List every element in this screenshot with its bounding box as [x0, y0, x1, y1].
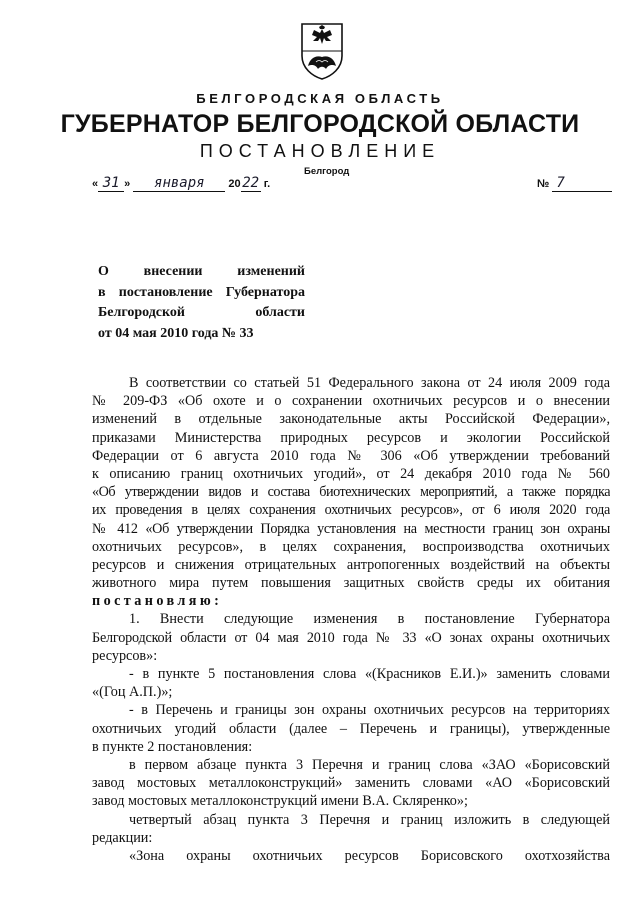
body-line: завод мостовых металлоконструкций» заменить словами «АО «Борисовский: [92, 775, 610, 792]
body-line: в пункте 2 постановления:: [92, 738, 253, 755]
body-line: охотничьих ресурсов», в целях сохранения, воспроизводства охотничьих: [92, 538, 610, 555]
number-value: 7: [552, 175, 612, 192]
body-line: завод мостовых металлоконструкций имени В.А. Скляренко»;: [92, 793, 468, 810]
body-line: Федерации от 6 августа 2010 года № 306 «Об утверждении требований: [92, 447, 610, 464]
body-line: изменений в отдельные законодательные акты Российской Федерации»,: [92, 411, 610, 428]
body-line: - в Перечень и границы зон охраны охотничьих ресурсов на территориях: [129, 702, 610, 719]
date-year-suffix: 22: [242, 175, 260, 191]
body-line: редакции:: [92, 829, 153, 846]
date-close-quote: »: [124, 178, 131, 190]
document-body: [92, 374, 610, 865]
document-subject: [98, 262, 305, 344]
region-name: БЕЛГОРОДСКАЯ ОБЛАСТЬ: [196, 91, 444, 106]
body-line: «(Гоц А.П.)»;: [92, 684, 173, 701]
subject-line: О внесении изменений: [98, 264, 305, 279]
document-date: [92, 175, 270, 197]
body-line: охотничьих угодий области (далее – Перечень и границы), утвержденные: [92, 720, 610, 737]
subject-line: в постановление Губернатора: [98, 284, 305, 300]
body-line: - в пункте 5 постановления слова «(Красников Е.И.)» заменить словами: [129, 666, 610, 682]
body-line: к описанию границ охотничьих угодий», от 24 декабря 2010 года № 560: [92, 465, 610, 482]
date-year-prefix: 20: [228, 178, 241, 190]
document-type: ПОСТАНОВЛЕНИЕ: [199, 141, 441, 161]
body-line: «Об утверждении видов и состава биотехнических мероприятий, а также порядка: [92, 484, 610, 501]
number-label: №: [537, 178, 550, 190]
date-day: 31: [98, 175, 124, 192]
date-month: января: [133, 175, 225, 192]
body-line: четвертый абзац пункта 3 Перечня и границ изложить в следующей: [129, 811, 610, 828]
document-number: [537, 175, 612, 192]
governor-title: ГУБЕРНАТОР БЕЛГОРОДСКОЙ ОБЛАСТИ: [60, 110, 580, 138]
body-line: ресурсов»:: [92, 647, 158, 664]
city-name: Белгород: [304, 166, 350, 177]
body-line: В соответствии со статьей 51 Федерального закона от 24 июля 2009 года: [129, 375, 610, 391]
belgorod-coat-of-arms-icon: [300, 22, 344, 80]
body-line: их проведения в целях сохранения охотничьих ресурсов», от 6 июля 2020 года: [92, 502, 610, 519]
date-year-label: г.: [263, 178, 271, 190]
body-line: ресурсов и снижения отрицательных антропогенных воздействий на объекты: [92, 556, 610, 573]
body-line: № 209-ФЗ «Об охоте и о сохранении охотничьих ресурсов и о внесении: [92, 393, 610, 410]
subject-line: Белгородской области: [98, 305, 305, 320]
body-line: в первом абзаце пункта 3 Перечня и границ слова «ЗАО «Борисовский: [129, 756, 610, 773]
body-line: животного мира путем повышения защитных свойств среды их обитания: [92, 575, 610, 592]
body-line: Белгородской области от 04 мая 2010 года № 33 «О зонах охраны охотничьих: [92, 629, 610, 646]
date-open-quote: «: [92, 178, 99, 190]
body-line: № 412 «Об утверждении Порядка установления на местности границ зон охраны: [92, 520, 610, 537]
body-line: приказами Министерства природных ресурсов и экологии Российской: [92, 429, 610, 446]
subject-line: от 04 мая 2010 года № 33: [98, 325, 254, 341]
resolution-word: постановляю:: [92, 593, 223, 610]
body-line: 1. Внести следующие изменения в постановление Губернатора: [129, 611, 610, 628]
body-line: «Зона охраны охотничьих ресурсов Борисовского охотхозяйства: [129, 847, 610, 864]
